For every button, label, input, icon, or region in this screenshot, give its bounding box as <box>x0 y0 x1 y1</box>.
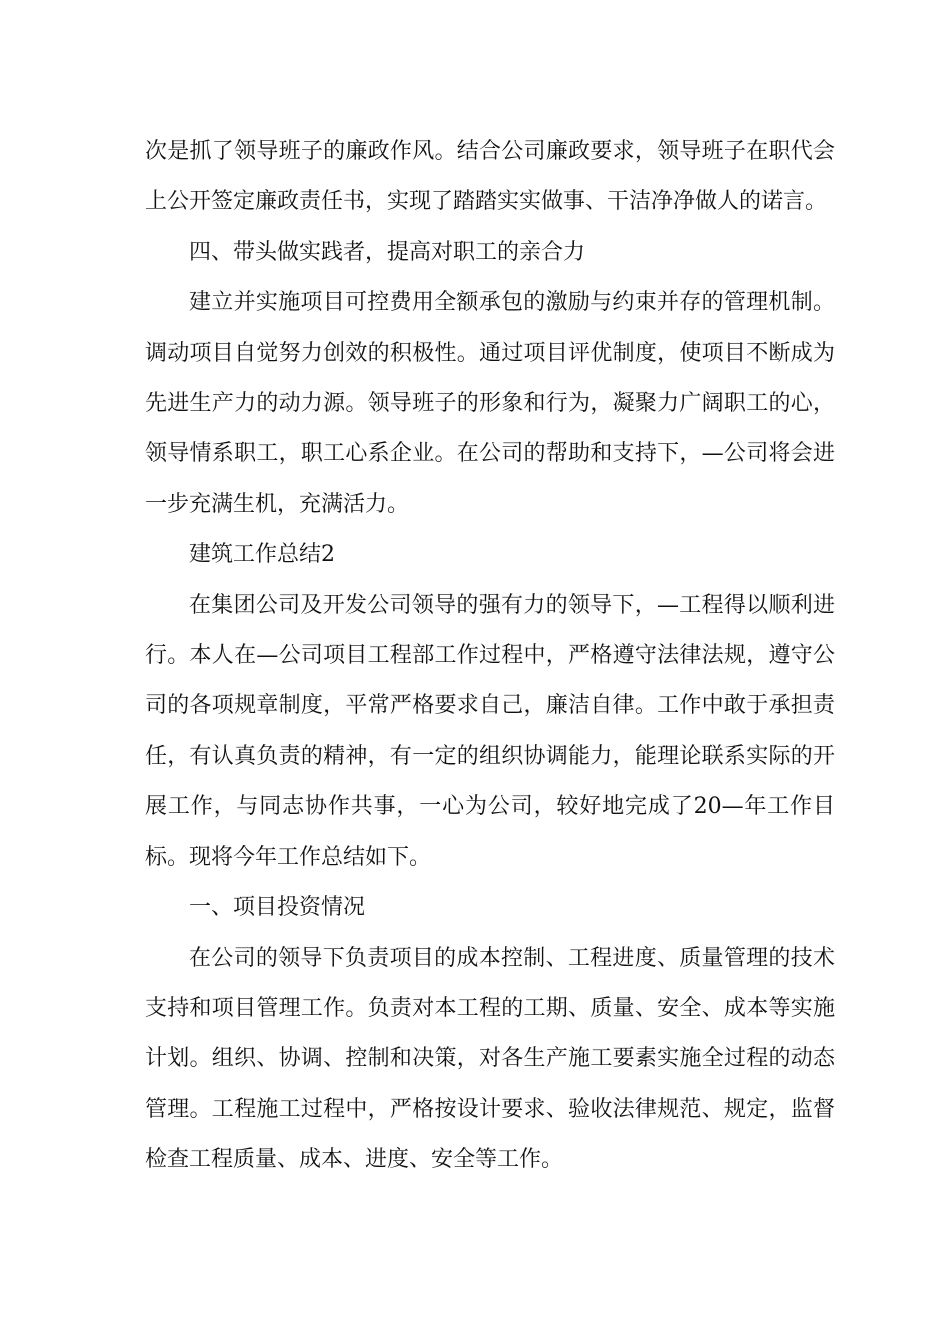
paragraph-project-investment: 在公司的领导下负责项目的成本控制、工程进度、质量管理的技术支持和项目管理工作。负责对本工程的工期、质量、安全、成本等实施计划。组织、协调、控制和决策，对各生产施工要素实施全过程的动态管理。工程施工过程中，严格按设计要求、验收法律规范、规定，监督检查工程质量、成本、进度、安全等工作。 <box>145 945 835 1173</box>
document-body <box>145 127 835 1186</box>
paragraph-continuation: 次是抓了领导班子的廉政作风。结合公司廉政要求，领导班子在职代会上公开签定廉政责任书，实现了踏踏实实做事、干洁净净做人的诺言。 <box>145 139 835 215</box>
document-title-summary-2: 建筑工作总结2 <box>189 542 335 568</box>
section-heading-one: 一、项目投资情况 <box>189 895 366 921</box>
section-heading-four: 四、带头做实践者，提高对职工的亲合力 <box>189 239 586 265</box>
paragraph-introduction: 在集团公司及开发公司领导的强有力的领导下，—工程得以顺利进行。本人在—公司项目工程部工作过程中，严格遵守法律法规，遵守公司的各项规章制度，平常严格要求自己，廉洁自律。工作中敢于承担责任，有认真负责的精神，有一定的组织协调能力，能理论联系实际的开展工作，与同志协作共事，一心为公司，较好地完成了20—年工作目标。现将今年工作总结如下。 <box>145 592 835 870</box>
paragraph-management-mechanism: 建立并实施项目可控费用全额承包的激励与约束并存的管理机制。调动项目自觉努力创效的积极性。通过项目评优制度，使项目不断成为先进生产力的动力源。领导班子的形象和行为，凝聚力广阔职工的心，领导情系职工，职工心系企业。在公司的帮助和支持下，—公司将会进一步充满生机，充满活力。 <box>145 290 835 517</box>
